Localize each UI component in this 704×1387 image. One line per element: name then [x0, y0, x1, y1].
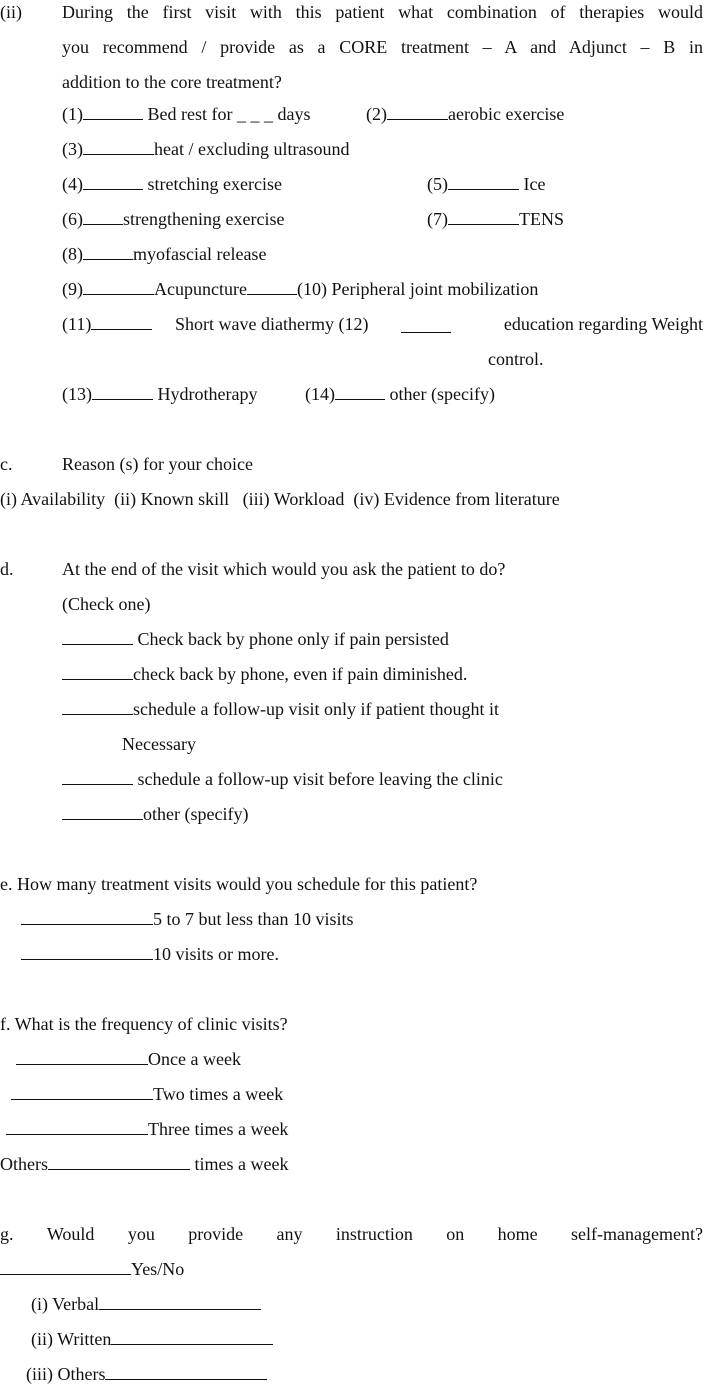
blank-d-1[interactable]: [62, 629, 133, 645]
item-number: (3): [62, 139, 83, 159]
blank-d-3[interactable]: [62, 699, 133, 715]
question-ii-line-2: you recommend / provide as a CORE treatment – A and Adjunct – B in: [62, 37, 703, 57]
blank-g-yesno[interactable]: [0, 1259, 131, 1275]
question-c-text: Reason (s) for your choice: [62, 454, 253, 474]
item-text: Acupuncture: [154, 279, 247, 299]
item-number: (8): [62, 244, 83, 264]
therapy-item-8: [62, 243, 266, 265]
option-f-1: [16, 1048, 241, 1070]
option-text: 5 to 7 but less than 10 visits: [153, 909, 354, 929]
item-text: Bed rest for _ _ _ days: [143, 104, 311, 124]
option-text: (i) Verbal: [31, 1294, 100, 1314]
option-text: Three times a week: [148, 1119, 289, 1139]
item-text: stretching exercise: [143, 174, 282, 194]
question-d-instruction: (Check one): [62, 594, 151, 614]
item-number: (7): [427, 209, 448, 229]
blank-e-1[interactable]: [21, 909, 153, 925]
item-text: aerobic exercise: [448, 104, 565, 124]
blank-13[interactable]: [92, 384, 153, 400]
word: provide: [188, 1224, 244, 1244]
question-e-text: e. How many treatment visits would you schedule for this patient?: [0, 874, 478, 894]
blank-8[interactable]: [83, 244, 133, 260]
item-number: (9): [62, 279, 83, 299]
word: on: [446, 1224, 465, 1244]
item-number: (2): [366, 104, 387, 124]
therapy-item-3: [62, 138, 349, 160]
option-text: (iii) Others: [26, 1364, 106, 1384]
blank-12[interactable]: [401, 317, 451, 333]
blank-f-1[interactable]: [16, 1049, 148, 1065]
item-number: (1): [62, 104, 83, 124]
blank-f-2[interactable]: [11, 1084, 153, 1100]
option-text: Check back by phone only if pain persisted: [133, 629, 449, 649]
word: any: [276, 1224, 303, 1244]
option-d-5: [62, 803, 248, 825]
option-text: other (specify): [143, 804, 249, 824]
blank-10[interactable]: [247, 279, 297, 295]
therapy-item-14: [305, 383, 495, 405]
item-text: myofascial release: [133, 244, 267, 264]
option-d-1: [62, 628, 449, 650]
option-g-written: [31, 1328, 273, 1350]
therapy-item-5: [427, 173, 545, 195]
word: instruction: [335, 1224, 413, 1244]
option-g-others: [26, 1363, 267, 1385]
option-text: Yes/No: [131, 1259, 185, 1279]
item-number: (5): [427, 174, 448, 194]
blank-f-3[interactable]: [6, 1119, 148, 1135]
option-text: Once a week: [148, 1049, 241, 1069]
option-d-4: [62, 768, 503, 790]
item-text: education regarding Weight: [503, 314, 703, 334]
word: Would: [46, 1224, 95, 1244]
question-d-text: At the end of the visit which would you ask the patient to do?: [62, 559, 506, 579]
option-d-3: [62, 698, 499, 720]
option-d-3-continued: Necessary: [122, 734, 196, 754]
option-f-others: [0, 1153, 288, 1175]
word: you: [127, 1224, 155, 1244]
option-e-1: [21, 908, 354, 930]
blank-11[interactable]: [91, 314, 152, 330]
therapy-item-13: [62, 383, 257, 405]
blank-f-others[interactable]: [48, 1154, 190, 1170]
therapy-item-9-10: [62, 278, 538, 300]
question-g-label: g.: [0, 1224, 14, 1244]
blank-14[interactable]: [335, 384, 385, 400]
therapy-item-11-12: [62, 313, 703, 335]
blank-6[interactable]: [83, 209, 123, 225]
option-g-verbal: [31, 1293, 261, 1315]
option-f-2: [11, 1083, 283, 1105]
question-d-label: d.: [0, 559, 14, 579]
blank-3[interactable]: [83, 139, 154, 155]
item-number: (13): [62, 384, 92, 404]
question-ii-label: (ii): [0, 2, 22, 22]
item-text: other (specify): [385, 384, 495, 404]
option-e-2: [21, 943, 279, 965]
blank-g-verbal[interactable]: [99, 1294, 261, 1310]
blank-e-2[interactable]: [21, 944, 153, 960]
item-text: TENS: [519, 209, 564, 229]
item-number: (6): [62, 209, 83, 229]
question-ii-line-1: During the first visit with this patient what combination of therapies would: [62, 2, 703, 22]
therapy-item-1: [62, 103, 310, 125]
option-text: (ii) Written: [31, 1329, 112, 1349]
option-text: 10 visits or more.: [153, 944, 279, 964]
item-text: strengthening exercise: [123, 209, 285, 229]
therapy-item-6: [62, 208, 284, 230]
blank-d-5[interactable]: [62, 804, 143, 820]
item-number: (14): [305, 384, 335, 404]
item-number: (11): [62, 314, 92, 334]
item-number: (4): [62, 174, 83, 194]
therapy-item-4: [62, 173, 282, 195]
blank-5[interactable]: [448, 174, 519, 190]
item-text: (10) Peripheral joint mobilization: [296, 279, 539, 299]
others-label: Others: [0, 1154, 48, 1174]
question-g-text: [0, 1223, 703, 1245]
blank-g-others[interactable]: [105, 1364, 267, 1380]
therapy-item-12-continued: control.: [488, 349, 544, 369]
therapy-item-2: [366, 103, 564, 125]
question-ii-line-3: addition to the core treatment?: [62, 72, 282, 92]
question-c-options: (i) Availability (ii) Known skill (iii) Workload (iv) Evidence from literature: [0, 489, 560, 509]
word: self-management?: [571, 1224, 703, 1244]
option-text: check back by phone, even if pain diminished.: [133, 664, 468, 684]
blank-2[interactable]: [387, 104, 448, 120]
option-g-yesno: [0, 1258, 184, 1280]
item-text: heat / excluding ultrasound: [154, 139, 350, 159]
item-text: Short wave diathermy (12): [175, 314, 369, 334]
blank-d-4[interactable]: [62, 769, 133, 785]
option-text: Two times a week: [153, 1084, 284, 1104]
blank-4[interactable]: [83, 174, 143, 190]
option-text: times a week: [190, 1154, 289, 1174]
blank-d-2[interactable]: [62, 664, 133, 680]
question-f-text: f. What is the frequency of clinic visits?: [0, 1014, 288, 1034]
blank-g-written[interactable]: [111, 1329, 273, 1345]
option-text: schedule a follow-up visit only if patient thought it: [133, 699, 499, 719]
option-text: schedule a follow-up visit before leaving the clinic: [133, 769, 503, 789]
option-d-2: [62, 663, 467, 685]
blank-1[interactable]: [83, 104, 143, 120]
question-c-label: c.: [0, 454, 13, 474]
therapy-item-7: [427, 208, 564, 230]
option-f-3: [6, 1118, 288, 1140]
item-text: Ice: [519, 174, 546, 194]
item-text: Hydrotherapy: [153, 384, 258, 404]
blank-7[interactable]: [448, 209, 519, 225]
word: home: [497, 1224, 538, 1244]
blank-9[interactable]: [83, 279, 154, 295]
